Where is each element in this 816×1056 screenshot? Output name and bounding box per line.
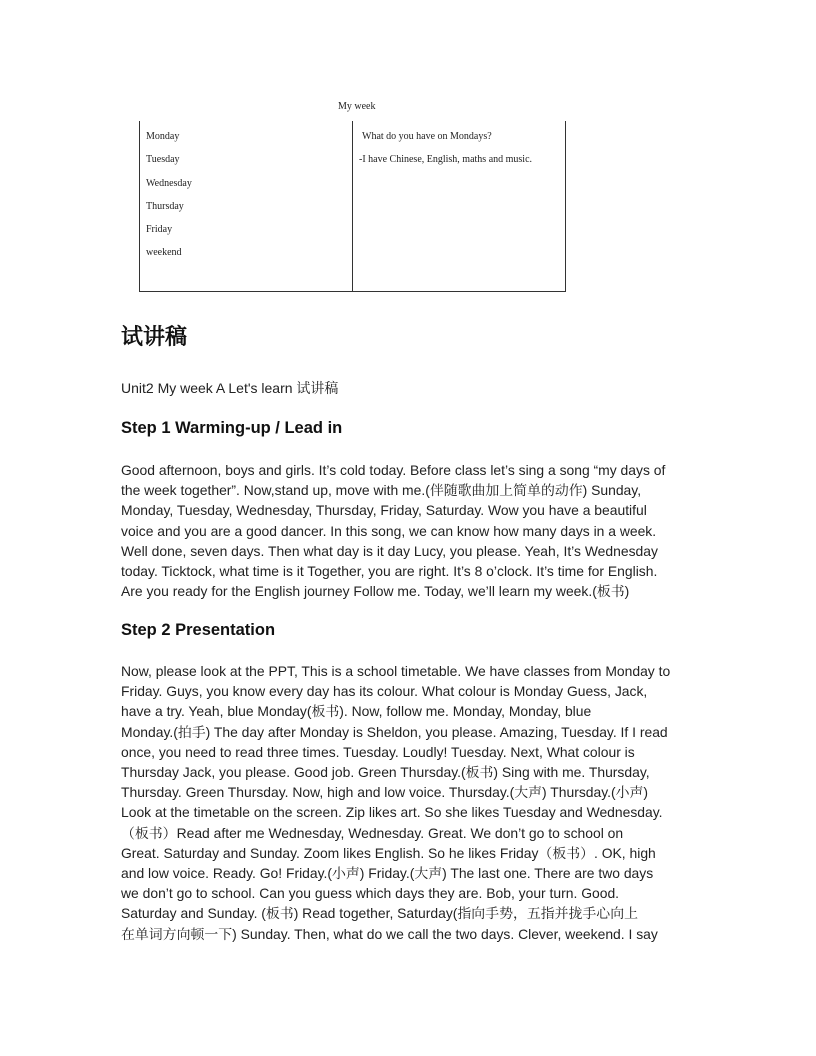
table-divider: [352, 121, 353, 291]
paragraph-line: （板书）Read after me Wednesday, Wednesday. Great. We don’t go to school on: [121, 824, 624, 841]
paragraph-line: 在单词方向顿一下) Sunday. Then, what do we call the two days. Clever, weekend. I say: [121, 925, 658, 942]
document-heading: 试讲稿: [121, 324, 188, 350]
paragraph-line: Now, please look at the PPT, This is a school timetable. We have classes from Monday to: [121, 663, 671, 679]
day-item: Friday: [146, 224, 173, 236]
day-list: [146, 125, 192, 265]
step2-heading: Step 2 Presentation: [121, 621, 276, 639]
day-item: weekend: [146, 247, 182, 259]
day-item: Monday: [146, 131, 180, 142]
paragraph-line: the week together”. Now,stand up, move with me.(伴随歌曲加上简单的动作) Sunday,: [121, 482, 642, 499]
question-answer-block: [359, 125, 532, 172]
blackboard-design-table: [139, 121, 566, 292]
paragraph-line: Are you ready for the English journey Follow me. Today, we’ll learn my week.(板书): [121, 583, 630, 600]
paragraph-line: Thursday Jack, you please. Good job. Green Thursday.(板书) Sing with me. Thursday,: [121, 764, 650, 781]
step1-heading: Step 1 Warming-up / Lead in: [121, 419, 343, 437]
paragraph-line: once, you need to read three times. Tuesday. Loudly! Tuesday. Next, What colour is: [121, 743, 635, 760]
board-answer: -I have Chinese, English, maths and music.: [359, 154, 533, 166]
paragraph-line: Saturday and Sunday. (板书) Read together, Saturday(指向手势，五指并拢手心向上: [121, 905, 638, 922]
paragraph-line: today. Ticktock, what time is it Together, you are right. It’s 8 o’clock. It’s time for English.: [121, 563, 658, 580]
paragraph-line: Look at the timetable on the screen. Zip likes art. So she likes Tuesday and Wednesday.: [121, 804, 663, 821]
board-question: What do you have on Mondays?: [362, 131, 492, 142]
paragraph-line: voice and you are a good dancer. In this song, we can know how many days in a week.: [121, 522, 657, 539]
day-item: Wednesday: [146, 177, 192, 189]
step2-paragraph: [121, 661, 703, 944]
paragraph-line: Friday. Guys, you know every day has its colour. What colour is Monday Guess, Jack,: [121, 683, 648, 700]
paragraph-line: Monday.(拍手) The day after Monday is Sheldon, you please. Amazing, Tuesday. If I read: [121, 723, 668, 740]
paragraph-line: we don’t go to school. Can you guess which days they are. Bob, your turn. Good.: [121, 885, 620, 902]
step1-paragraph: [121, 460, 703, 601]
paragraph-line: Monday, Tuesday, Wednesday, Thursday, Friday, Saturday. Wow you have a beautiful: [121, 502, 647, 519]
board-title: My week: [338, 101, 376, 112]
paragraph-line: have a try. Yeah, blue Monday(板书). Now, follow me. Monday, Monday, blue: [121, 703, 592, 720]
paragraph-line: and low voice. Ready. Go! Friday.(小声) Friday.(大声) The last one. There are two days: [121, 865, 654, 882]
lesson-subtitle: Unit2 My week A Let's learn 试讲稿: [121, 380, 339, 396]
paragraph-line: Thursday. Green Thursday. Now, high and low voice. Thursday.(大声) Thursday.(小声): [121, 784, 649, 801]
paragraph-line: Well done, seven days. Then what day is it day Lucy, you please. Yeah, It’s Wednesday: [121, 542, 658, 559]
paragraph-line: Great. Saturday and Sunday. Zoom likes English. So he likes Friday（板书）. OK, high: [121, 844, 656, 861]
day-item: Thursday: [146, 200, 184, 212]
day-item: Tuesday: [146, 154, 180, 166]
paragraph-line: Good afternoon, boys and girls. It’s cold today. Before class let’s sing a song “my days of: [121, 462, 666, 478]
